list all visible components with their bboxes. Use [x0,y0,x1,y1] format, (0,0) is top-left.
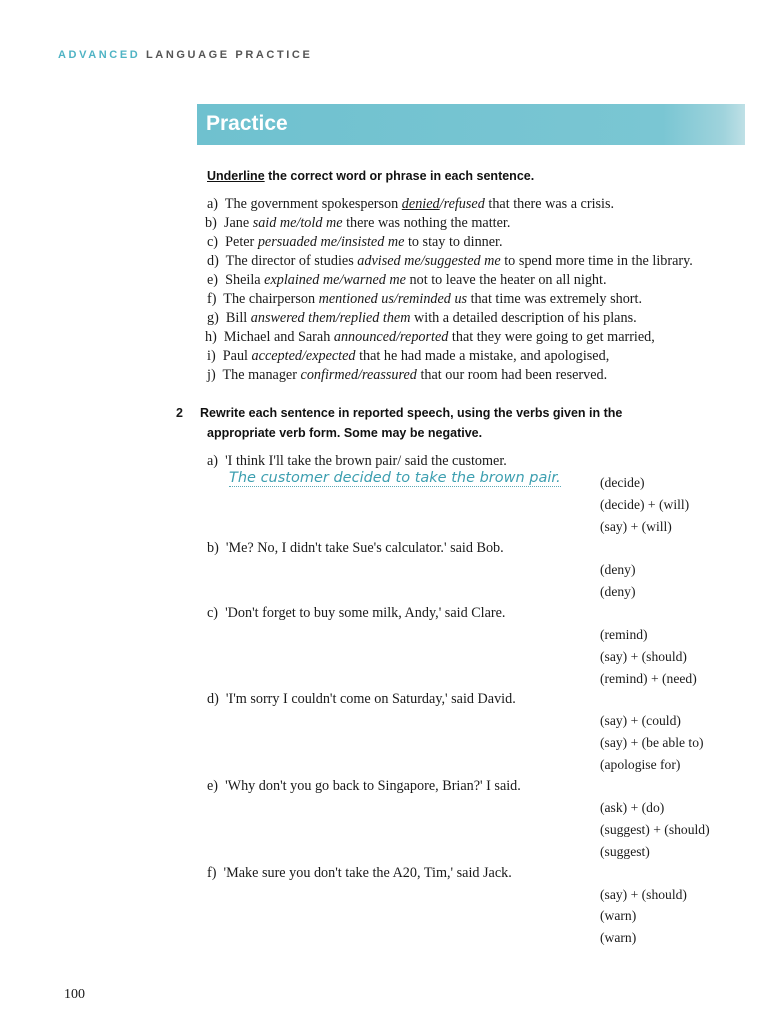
exercise1-item [207,291,642,308]
verb-hint: (decide) + (will) [600,497,690,512]
verb-hint: (warn) [600,930,637,945]
exercise1-item [207,253,693,270]
item-before: Paul [222,348,252,364]
running-head-title: LANGUAGE PRACTICE [145,49,313,61]
item-letter: i) [207,348,216,364]
running-head-accent: ADVANCED [58,49,141,61]
item-letter: d) [207,691,219,707]
verb-hint: (apologise for) [600,757,681,772]
verb-hint: (say) + (be able to) [600,735,704,750]
item-choice[interactable]: explained me/warned me [264,272,406,288]
exercise2-instruction-line2: appropriate verb form. Some may be negative. [207,426,483,440]
item-letter: e) [207,272,219,288]
item-before: The manager [222,367,301,383]
item-letter: c) [207,234,219,250]
item-choice[interactable]: confirmed/reassured [300,367,417,383]
item-after: that our room had been reserved. [416,367,608,383]
verb-hint: (say) + (should) [600,887,687,902]
item-sentence: 'I'm sorry I couldn't come on Saturday,' said David. [225,691,516,707]
item-before: Sheila [225,272,265,288]
item-letter: d) [207,253,219,269]
verb-hint: (remind) [600,627,648,642]
item-choice[interactable]: refused [443,196,485,212]
item-after: to spend more time in the library. [500,253,693,269]
exercise1-instruction [207,169,534,183]
item-choice[interactable]: advised me/suggested me [357,253,501,269]
verb-hint: (suggest) [600,844,650,859]
item-letter: b) [205,215,217,231]
item-choice[interactable]: persuaded me/insisted me [257,234,405,250]
item-before: Michael and Sarah [223,329,334,345]
exercise1-item [207,196,614,213]
exercise2-item [207,865,512,882]
item-before: Peter [225,234,258,250]
item-letter: j) [207,367,216,383]
verb-hint: (deny) [600,584,636,599]
item-after: with a detailed description of his plans. [410,310,637,326]
verb-hint: (suggest) + (should) [600,822,710,837]
item-before: The government spokesperson [224,196,402,212]
exercise1-item [207,367,607,384]
section-title: Practice [206,112,288,135]
running-head [58,49,312,61]
instruction-underlined: Underline [207,169,265,183]
item-letter: f) [207,291,217,307]
verb-hint: (say) + (could) [600,713,681,728]
item-before: Bill [225,310,251,326]
item-sentence: 'Don't forget to buy some milk, Andy,' said Clare. [225,605,506,621]
exercise2-item [207,778,521,795]
item-sentence: 'Me? No, I didn't take Sue's calculator.' said Bob. [225,540,504,556]
item-before: The chairperson [223,291,319,307]
exercise1-item [207,272,607,289]
item-letter: a) [207,196,219,212]
item-after: to stay to dinner. [404,234,503,250]
exercise2-item [207,691,516,708]
page-number: 100 [64,987,85,1002]
item-choice-separator: / [439,196,444,212]
exercise1-item [207,348,609,365]
verb-hint: (deny) [600,562,636,577]
item-letter: c) [207,605,219,621]
item-after: that there was a crisis. [484,196,615,212]
item-sentence: 'Make sure you don't take the A20, Tim,' said Jack. [223,865,512,881]
item-choice[interactable]: said me/told me [252,215,343,231]
item-letter: f) [207,865,217,881]
exercise1-item [207,310,637,327]
exercise2-instruction-line1: Rewrite each sentence in reported speech, using the verbs given in the [200,406,623,420]
item-letter: e) [207,778,219,794]
item-sentence: 'I think I'll take the brown pair/ said the customer. [225,453,507,469]
exercise2-item [207,453,507,470]
item-after: not to leave the heater on all night. [405,272,607,288]
item-letter: a) [207,453,219,469]
item-after: that he had made a mistake, and apologised, [355,348,610,364]
handwritten-answer[interactable]: The customer decided to take the brown pair. [229,470,561,486]
item-choice-underlined[interactable]: denied [401,196,440,212]
verb-hint: (say) + (should) [600,649,687,664]
item-choice[interactable]: mentioned us/reminded us [318,291,468,307]
verb-hint: (ask) + (do) [600,800,665,815]
item-letter: b) [207,540,219,556]
item-before: The director of studies [225,253,358,269]
verb-hint: (say) + (will) [600,519,672,534]
item-after: that time was extremely short. [467,291,642,307]
item-choice[interactable]: accepted/expected [251,348,356,364]
item-sentence: 'Why don't you go back to Singapore, Brian?' I said. [225,778,521,794]
item-letter: g) [207,310,219,326]
exercise2-item [207,605,505,622]
section-banner [197,104,745,145]
item-choice[interactable]: answered them/replied them [250,310,411,326]
verb-hint: (remind) + (need) [600,671,697,686]
exercise1-item [205,215,510,232]
exercise1-item [207,234,503,251]
item-after: that they were going to get married, [448,329,655,345]
verb-hint: (decide) [600,475,645,490]
verb-hint: (warn) [600,908,637,923]
exercise2-item [207,540,504,557]
item-after: there was nothing the matter. [342,215,511,231]
exercise1-item [205,329,655,346]
instruction-rest: the correct word or phrase in each sentence. [268,169,535,183]
exercise2-number: 2 [176,406,183,420]
item-letter: h) [205,329,217,345]
item-before: Jane [223,215,253,231]
item-choice[interactable]: announced/reported [333,329,449,345]
